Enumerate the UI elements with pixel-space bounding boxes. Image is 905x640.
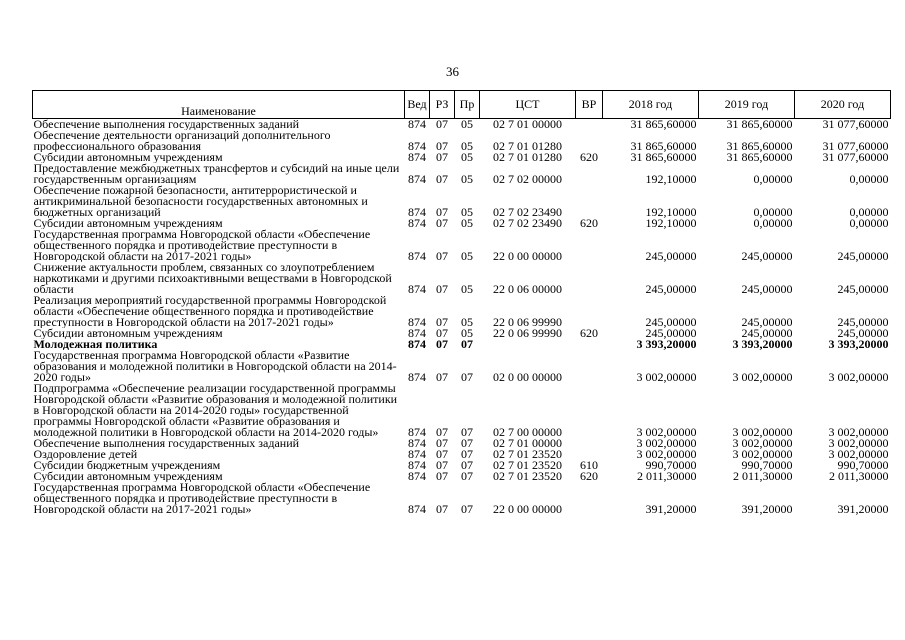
row-name-cell: Обеспечение выполнения государственных заданий [33, 438, 300, 449]
row-pr-cell: 07 [461, 460, 473, 471]
row-rz-cell: 07 [436, 438, 448, 449]
row-name-cell: Государственная программа Новгородской области «Обеспечение общественного порядка и противодействие преступности в Новгородской области на 2017-2021 годы» [33, 229, 371, 262]
row-2018-cell: 3 002,00000 [636, 370, 697, 383]
row-pr-cell: 05 [461, 282, 473, 295]
row-2020-cell: 3 002,00000 [828, 370, 889, 383]
row-2018-cell: 391,20000 [645, 502, 697, 515]
row-rz-cell: 07 [436, 460, 448, 471]
row-2018-cell: 3 002,00000 [636, 449, 697, 460]
row-2020-cell: 245,00000 [837, 282, 889, 295]
row-rz-cell: 07 [436, 172, 448, 185]
row-2018-cell: 192,10000 [645, 205, 697, 218]
row-vr-cell [576, 339, 603, 350]
row-rz-cell: 07 [436, 425, 448, 438]
row-ved-cell: 874 [408, 172, 426, 185]
row-ved-cell: 874 [408, 328, 426, 339]
row-pr-cell: 05 [461, 139, 473, 152]
table-row [33, 383, 891, 438]
row-2019-cell: 31 865,60000 [726, 139, 793, 152]
row-pr-cell: 05 [461, 218, 473, 229]
row-ved-cell: 874 [408, 139, 426, 152]
row-vr-cell [576, 262, 603, 295]
row-vr-cell [576, 482, 603, 515]
column-header-rz: РЗ [430, 91, 455, 119]
row-2020-cell: 3 393,20000 [828, 339, 889, 350]
row-ved-cell: 874 [408, 205, 426, 218]
row-2019-cell: 3 393,20000 [732, 339, 793, 350]
row-rz-cell: 07 [436, 205, 448, 218]
row-cst-cell: 02 7 00 00000 [493, 425, 562, 438]
row-cst-cell: 22 0 06 00000 [493, 282, 562, 295]
page-number: 36 [446, 64, 459, 79]
row-name-cell: Предоставление межбюджетных трансфертов и субсидий на иные цели государственным организациям [33, 163, 400, 185]
row-pr-cell: 07 [461, 339, 473, 350]
table-row [33, 119, 891, 131]
row-vr-cell [576, 163, 603, 185]
row-2019-cell: 0,00000 [753, 172, 793, 185]
row-cst-cell: 22 0 06 99990 [493, 328, 562, 339]
row-2020-cell: 31 077,60000 [822, 152, 889, 163]
row-2018-cell: 3 393,20000 [636, 339, 697, 350]
table-row [33, 438, 891, 449]
row-2018-cell: 245,00000 [645, 249, 697, 262]
row-2019-cell: 2 011,30000 [732, 471, 793, 482]
row-pr-cell: 05 [461, 172, 473, 185]
row-name-cell: Субсидии автономным учреждениям [33, 152, 223, 163]
row-vr-cell [576, 295, 603, 328]
row-ved-cell: 874 [408, 370, 426, 383]
row-name-cell: Субсидии автономным учреждениям [33, 218, 223, 229]
table-row [33, 471, 891, 482]
row-cst-cell: 02 7 01 00000 [493, 438, 562, 449]
row-2020-cell: 391,20000 [837, 502, 889, 515]
column-header-2018: 2018 год [603, 91, 699, 119]
row-name-cell: Обеспечение деятельности организаций дополнительного профессионального образования [33, 130, 331, 152]
row-vr-cell: 620 [580, 152, 598, 163]
row-rz-cell: 07 [436, 502, 448, 515]
row-2020-cell: 0,00000 [849, 218, 889, 229]
row-rz-cell: 07 [436, 249, 448, 262]
row-vr-cell: 620 [580, 218, 598, 229]
row-2019-cell: 245,00000 [741, 328, 793, 339]
row-ved-cell: 874 [408, 438, 426, 449]
row-2019-cell: 0,00000 [753, 205, 793, 218]
row-2019-cell: 245,00000 [741, 315, 793, 328]
row-vr-cell [576, 383, 603, 438]
table-row [33, 482, 891, 515]
row-2019-cell: 245,00000 [741, 249, 793, 262]
row-name-cell: Молодежная политика [33, 339, 158, 350]
row-2019-cell: 31 865,60000 [726, 118, 793, 130]
table-row [33, 295, 891, 328]
row-pr-cell: 05 [461, 118, 473, 130]
row-ved-cell: 874 [408, 502, 426, 515]
row-cst-cell: 02 7 01 01280 [493, 152, 562, 163]
row-name-cell: Обеспечение пожарной безопасности, антитеррористической и антикриминальной безопасности государственных автономных и бюджетных организаций [33, 185, 368, 218]
column-header-ved: Вед [405, 91, 430, 119]
row-vr-cell [576, 229, 603, 262]
row-vr-cell [576, 185, 603, 218]
row-vr-cell [576, 130, 603, 152]
row-2018-cell: 245,00000 [645, 282, 697, 295]
row-pr-cell: 07 [461, 425, 473, 438]
table-body [33, 119, 891, 516]
row-vr-cell: 620 [580, 328, 598, 339]
column-header-2020: 2020 год [795, 91, 891, 119]
row-cst-cell: 02 7 02 23490 [493, 218, 562, 229]
row-2020-cell: 3 002,00000 [828, 449, 889, 460]
row-cst-cell: 22 0 00 00000 [493, 249, 562, 262]
row-ved-cell: 874 [408, 315, 426, 328]
table-row [33, 229, 891, 262]
row-2019-cell: 3 002,00000 [732, 370, 793, 383]
row-2018-cell: 990,70000 [645, 460, 697, 471]
table-row [33, 460, 891, 471]
row-cst-cell [480, 339, 576, 350]
budget-table [32, 90, 891, 515]
row-ved-cell: 874 [408, 282, 426, 295]
row-2019-cell: 0,00000 [753, 218, 793, 229]
table-row [33, 185, 891, 218]
row-2020-cell: 245,00000 [837, 315, 889, 328]
row-pr-cell: 05 [461, 315, 473, 328]
row-rz-cell: 07 [436, 471, 448, 482]
row-name-cell: Субсидии автономным учреждениям [33, 328, 223, 339]
row-rz-cell: 07 [436, 139, 448, 152]
row-ved-cell: 874 [408, 249, 426, 262]
row-vr-cell: 620 [580, 471, 598, 482]
table-row [33, 350, 891, 383]
row-2018-cell: 192,10000 [645, 218, 697, 229]
row-rz-cell: 07 [436, 282, 448, 295]
row-pr-cell: 07 [461, 449, 473, 460]
row-name-cell: Подпрограмма «Обеспечение реализации государственной программы Новгородской области «Развитие образования и молодежной политики в Новгородской области на 2014-2020 годы» государственной программы Новгородской области «Развитие образования и молодежной политики в Новгородской области на 2014-2020 годы» [33, 383, 398, 438]
row-2018-cell: 192,10000 [645, 172, 697, 185]
row-name-cell: Оздоровление детей [33, 449, 138, 460]
row-ved-cell: 874 [408, 460, 426, 471]
row-name-cell: Снижение актуальности проблем, связанных со злоупотреблением наркотиками и другими психоактивными веществами в Новгородской области [33, 262, 392, 295]
row-vr-cell [576, 119, 603, 131]
row-2020-cell: 2 011,30000 [828, 471, 889, 482]
row-2020-cell: 245,00000 [837, 328, 889, 339]
table-row [33, 328, 891, 339]
row-cst-cell: 02 7 02 00000 [493, 172, 562, 185]
row-cst-cell: 02 7 01 23520 [493, 471, 562, 482]
row-name-cell: Государственная программа Новгородской области «Развитие образования и молодежной политики в Новгородской области на 2014-2020 годы» [33, 350, 397, 383]
row-ved-cell: 874 [408, 152, 426, 163]
row-ved-cell: 874 [408, 118, 426, 130]
row-2019-cell: 391,20000 [741, 502, 793, 515]
row-rz-cell: 07 [436, 328, 448, 339]
row-2018-cell: 2 011,30000 [636, 471, 697, 482]
row-rz-cell: 07 [436, 152, 448, 163]
row-name-cell: Государственная программа Новгородской области «Обеспечение общественного порядка и противодействие преступности в Новгородской области на 2017-2021 годы» [33, 482, 371, 515]
row-2018-cell: 31 865,60000 [630, 139, 697, 152]
row-cst-cell: 22 0 06 99990 [493, 315, 562, 328]
row-name-cell: Реализация мероприятий государственной программы Новгородской области «Обеспечение общественного порядка и противодействие преступности в Новгородской области на 2017-2021 годы» [33, 295, 387, 328]
row-pr-cell: 05 [461, 249, 473, 262]
row-2020-cell: 0,00000 [849, 205, 889, 218]
row-ved-cell: 874 [408, 218, 426, 229]
row-2018-cell: 31 865,60000 [630, 152, 697, 163]
row-2020-cell: 31 077,60000 [822, 118, 889, 130]
row-rz-cell: 07 [436, 118, 448, 130]
row-2018-cell: 3 002,00000 [636, 438, 697, 449]
row-2019-cell: 245,00000 [741, 282, 793, 295]
row-2020-cell: 3 002,00000 [828, 438, 889, 449]
table-row [33, 339, 891, 350]
row-pr-cell: 05 [461, 328, 473, 339]
column-header-cst: ЦСТ [480, 91, 576, 119]
row-name-cell: Субсидии автономным учреждениям [33, 471, 223, 482]
row-2018-cell: 3 002,00000 [636, 425, 697, 438]
row-pr-cell: 05 [461, 205, 473, 218]
row-2020-cell: 31 077,60000 [822, 139, 889, 152]
row-vr-cell [576, 350, 603, 383]
row-2019-cell: 3 002,00000 [732, 425, 793, 438]
column-header-name: Наименование [33, 91, 405, 119]
row-cst-cell: 02 7 01 23520 [493, 460, 562, 471]
row-cst-cell: 02 7 02 23490 [493, 205, 562, 218]
row-vr-cell: 610 [580, 460, 598, 471]
table-header-row [33, 91, 891, 119]
row-name-cell: Обеспечение выполнения государственных заданий [33, 118, 300, 130]
row-rz-cell: 07 [436, 370, 448, 383]
row-vr-cell [576, 438, 603, 449]
row-rz-cell: 07 [436, 315, 448, 328]
row-ved-cell: 874 [408, 425, 426, 438]
table-row [33, 449, 891, 460]
table-row [33, 163, 891, 185]
row-2019-cell: 3 002,00000 [732, 438, 793, 449]
row-ved-cell: 874 [408, 339, 426, 350]
row-pr-cell: 07 [461, 370, 473, 383]
row-pr-cell: 07 [461, 502, 473, 515]
row-2020-cell: 990,70000 [837, 460, 889, 471]
row-2019-cell: 31 865,60000 [726, 152, 793, 163]
row-pr-cell: 07 [461, 471, 473, 482]
table-row [33, 218, 891, 229]
row-pr-cell: 05 [461, 152, 473, 163]
row-2019-cell: 990,70000 [741, 460, 793, 471]
row-ved-cell: 874 [408, 449, 426, 460]
row-cst-cell: 02 7 01 23520 [493, 449, 562, 460]
column-header-pr: Пр [455, 91, 480, 119]
table-row [33, 130, 891, 152]
row-cst-cell: 02 7 01 00000 [493, 118, 562, 130]
column-header-vr: ВР [576, 91, 603, 119]
row-ved-cell: 874 [408, 471, 426, 482]
row-pr-cell: 07 [461, 438, 473, 449]
table-row [33, 152, 891, 163]
row-2019-cell: 3 002,00000 [732, 449, 793, 460]
row-2020-cell: 3 002,00000 [828, 425, 889, 438]
row-cst-cell: 02 7 01 01280 [493, 139, 562, 152]
column-header-2019: 2019 год [699, 91, 795, 119]
row-name-cell: Субсидии бюджетным учреждениям [33, 460, 221, 471]
row-cst-cell: 02 0 00 00000 [493, 370, 562, 383]
row-rz-cell: 07 [436, 339, 448, 350]
row-2020-cell: 0,00000 [849, 172, 889, 185]
row-2018-cell: 245,00000 [645, 315, 697, 328]
row-2018-cell: 245,00000 [645, 328, 697, 339]
row-cst-cell: 22 0 00 00000 [493, 502, 562, 515]
row-2020-cell: 245,00000 [837, 249, 889, 262]
row-vr-cell [576, 449, 603, 460]
row-rz-cell: 07 [436, 218, 448, 229]
row-rz-cell: 07 [436, 449, 448, 460]
table-row [33, 262, 891, 295]
row-2018-cell: 31 865,60000 [630, 118, 697, 130]
